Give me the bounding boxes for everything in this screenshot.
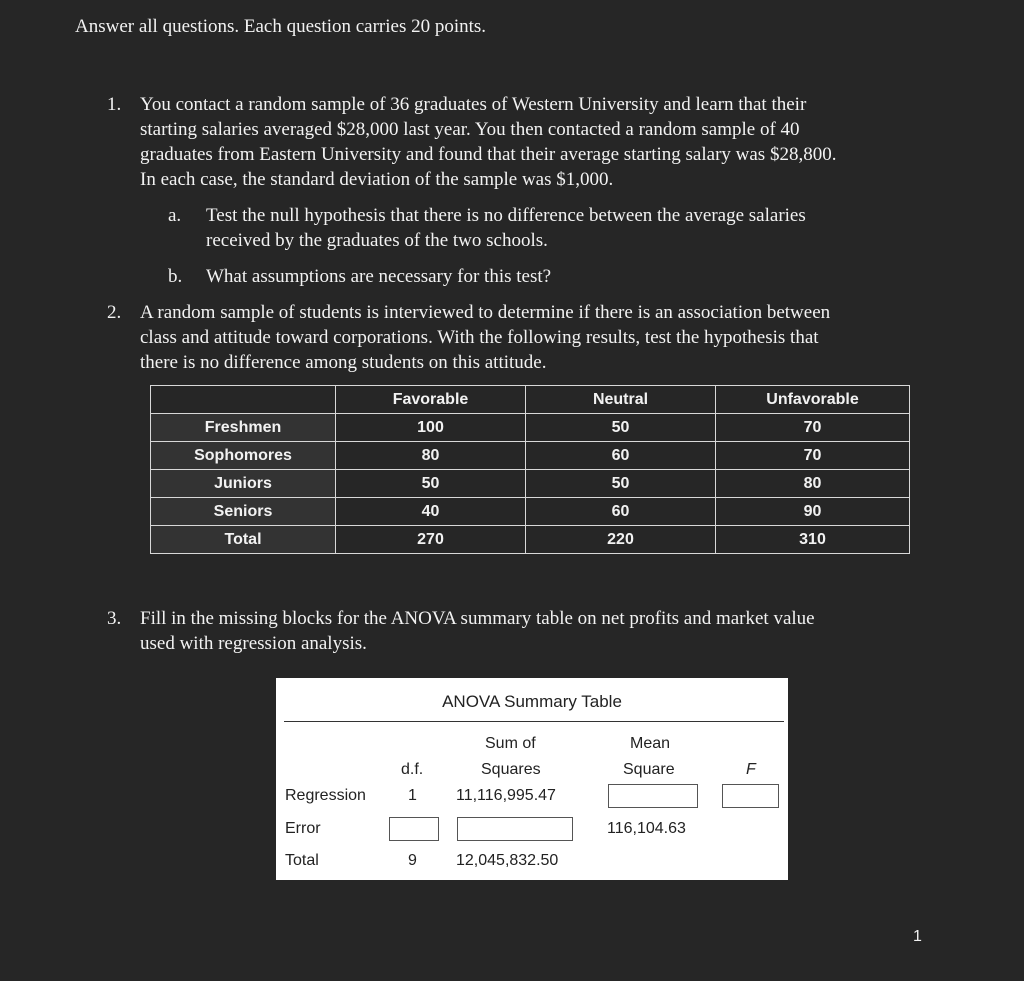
question-1a-label: a. (168, 205, 182, 226)
instructions-header: Answer all questions. Each question carries 20 points. (75, 16, 487, 37)
cell-value: 60 (526, 442, 716, 470)
question-1-line-4: In each case, the standard deviation of the sample was $1,000. (140, 169, 614, 190)
question-2-line-2: class and attitude toward corporations. With the following results, test the hypothesis that (140, 327, 819, 348)
cell-value: 80 (336, 442, 526, 470)
cell-value: 50 (526, 470, 716, 498)
table-row (151, 526, 910, 554)
question-1-line-2: starting salaries averaged $28,000 last year. You then contacted a random sample of 40 (140, 119, 800, 140)
question-1-line-1: You contact a random sample of 36 graduates of Western University and learn that their (140, 94, 807, 115)
anova-summary-table (276, 678, 788, 880)
row-label-freshmen: Freshmen (151, 414, 336, 442)
anova-title-rule (284, 721, 784, 722)
question-1a-line-2: received by the graduates of the two schools. (206, 230, 548, 251)
cell-value: 50 (526, 414, 716, 442)
question-2-line-3: there is no difference among students on this attitude. (140, 352, 547, 373)
row-label-seniors: Seniors (151, 498, 336, 526)
cell-value: 310 (716, 526, 910, 554)
question-2-number: 2. (107, 302, 122, 323)
cell-value: 220 (526, 526, 716, 554)
anova-row-error-label: Error (285, 820, 321, 837)
cell-value: 50 (336, 470, 526, 498)
anova-col-ms-line1: Mean (630, 735, 671, 752)
anova-col-df: d.f. (401, 761, 424, 778)
anova-error-ms: 116,104.63 (607, 820, 686, 837)
anova-col-ss-line1: Sum of (485, 735, 536, 752)
cell-value: 70 (716, 442, 910, 470)
anova-row-regression-label: Regression (285, 787, 366, 804)
anova-title: ANOVA Summary Table (442, 692, 622, 711)
anova-row-total-label: Total (285, 852, 319, 869)
cell-value: 100 (336, 414, 526, 442)
cell-value: 90 (716, 498, 910, 526)
page-number: 1 (913, 928, 922, 945)
attitude-header-favorable: Favorable (336, 386, 526, 414)
cell-value: 70 (716, 414, 910, 442)
cell-value: 60 (526, 498, 716, 526)
table-row (151, 442, 910, 470)
attitude-header-blank (151, 386, 336, 414)
attitude-header-neutral: Neutral (526, 386, 716, 414)
anova-total-df: 9 (408, 852, 417, 869)
question-1-number: 1. (107, 94, 122, 115)
anova-error-ss-blank[interactable] (457, 817, 573, 841)
cell-value: 40 (336, 498, 526, 526)
row-label-total: Total (151, 526, 336, 554)
question-3-line-1: Fill in the missing blocks for the ANOVA summary table on net profits and market value (140, 608, 815, 629)
question-1b-line-1: What assumptions are necessary for this test? (206, 266, 552, 287)
anova-regression-f-blank[interactable] (722, 784, 779, 808)
anova-regression-ss: 11,116,995.47 (456, 787, 556, 804)
anova-regression-ms-blank[interactable] (608, 784, 698, 808)
anova-col-ms-line2: Square (623, 761, 675, 778)
anova-col-f: F (746, 761, 756, 778)
anova-total-ss: 12,045,832.50 (456, 852, 559, 869)
row-label-sophomores: Sophomores (151, 442, 336, 470)
row-label-juniors: Juniors (151, 470, 336, 498)
cell-value: 270 (336, 526, 526, 554)
question-3-number: 3. (107, 608, 122, 629)
attitude-table (150, 385, 910, 554)
anova-regression-df: 1 (408, 787, 417, 804)
anova-col-ss-line2: Squares (481, 761, 541, 778)
question-2-line-1: A random sample of students is interviewed to determine if there is an association between (140, 302, 831, 323)
table-row (151, 470, 910, 498)
question-1a-line-1: Test the null hypothesis that there is no difference between the average salaries (206, 205, 806, 226)
attitude-header-unfavorable: Unfavorable (716, 386, 910, 414)
question-3-line-2: used with regression analysis. (140, 633, 367, 654)
question-1b-label: b. (168, 266, 183, 287)
table-row (151, 414, 910, 442)
question-1-line-3: graduates from Eastern University and found that their average starting salary was $28,800. (140, 144, 837, 165)
cell-value: 80 (716, 470, 910, 498)
anova-error-df-blank[interactable] (389, 817, 439, 841)
attitude-header-row (151, 386, 910, 414)
table-row (151, 498, 910, 526)
